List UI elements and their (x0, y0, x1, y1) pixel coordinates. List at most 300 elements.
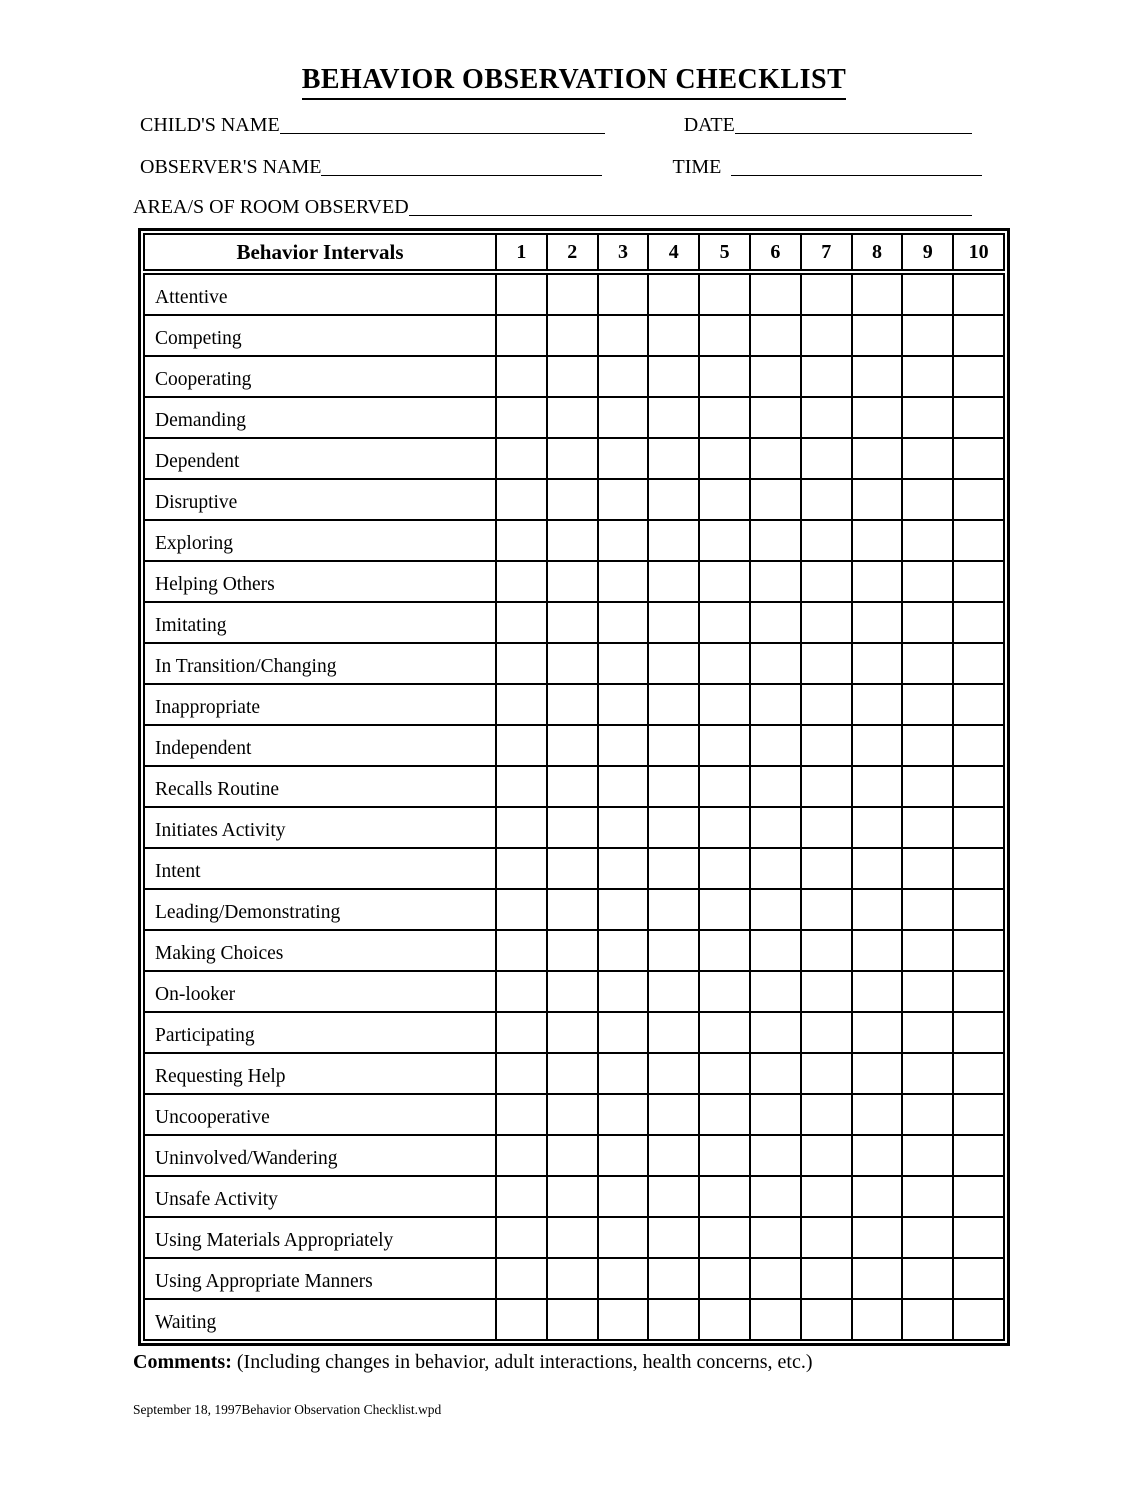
table-row (145, 1134, 1003, 1175)
interval-cell[interactable] (952, 398, 1003, 437)
interval-cell[interactable] (597, 1300, 648, 1339)
interval-cell[interactable] (901, 767, 952, 806)
interval-cell[interactable] (698, 316, 749, 355)
childs-name-label: CHILD'S NAME (140, 114, 280, 136)
interval-cell[interactable] (851, 1136, 902, 1175)
interval-cell[interactable] (901, 808, 952, 847)
date-line[interactable] (735, 115, 972, 134)
interval-cell[interactable] (800, 1136, 851, 1175)
interval-column-header: 8 (851, 235, 902, 269)
interval-cell[interactable] (546, 808, 597, 847)
interval-cell[interactable] (749, 644, 800, 683)
interval-cell[interactable] (800, 1177, 851, 1216)
interval-cell[interactable] (749, 1013, 800, 1052)
interval-cell[interactable] (749, 562, 800, 601)
interval-cell[interactable] (546, 316, 597, 355)
interval-cell[interactable] (495, 808, 546, 847)
row-label: Attentive (155, 287, 228, 308)
row-label: Imitating (155, 615, 227, 636)
row-label: Independent (155, 738, 252, 759)
interval-cell[interactable] (851, 521, 902, 560)
interval-cell[interactable] (647, 644, 698, 683)
interval-cell[interactable] (952, 931, 1003, 970)
interval-cell[interactable] (546, 275, 597, 314)
interval-cell[interactable] (495, 480, 546, 519)
interval-cell[interactable] (901, 1013, 952, 1052)
interval-cell[interactable] (495, 439, 546, 478)
interval-cell[interactable] (800, 890, 851, 929)
interval-cell[interactable] (546, 521, 597, 560)
interval-cell[interactable] (698, 603, 749, 642)
interval-cell[interactable] (952, 972, 1003, 1011)
interval-cell[interactable] (647, 521, 698, 560)
interval-cell[interactable] (952, 808, 1003, 847)
interval-cell[interactable] (698, 439, 749, 478)
interval-cell[interactable] (749, 1136, 800, 1175)
interval-cell[interactable] (647, 398, 698, 437)
interval-cell[interactable] (597, 685, 648, 724)
interval-cell[interactable] (647, 439, 698, 478)
interval-cell[interactable] (749, 521, 800, 560)
interval-cell[interactable] (800, 1013, 851, 1052)
interval-cell[interactable] (698, 1177, 749, 1216)
interval-cell[interactable] (495, 1054, 546, 1093)
interval-cell[interactable] (901, 1136, 952, 1175)
interval-cell[interactable] (851, 1013, 902, 1052)
time-label: TIME (672, 156, 722, 178)
interval-cell[interactable] (546, 603, 597, 642)
interval-cell[interactable] (851, 890, 902, 929)
interval-cell[interactable] (952, 1300, 1003, 1339)
interval-cell[interactable] (952, 685, 1003, 724)
interval-cell[interactable] (495, 1300, 546, 1339)
interval-cell[interactable] (749, 726, 800, 765)
interval-cell[interactable] (597, 849, 648, 888)
interval-cell[interactable] (597, 808, 648, 847)
interval-cell[interactable] (952, 1054, 1003, 1093)
interval-cell[interactable] (546, 890, 597, 929)
row-label: Using Appropriate Manners (155, 1271, 373, 1292)
area-observed-label: AREA/S OF ROOM OBSERVED (133, 196, 409, 218)
interval-cell[interactable] (597, 275, 648, 314)
interval-cell[interactable] (647, 685, 698, 724)
interval-cell[interactable] (749, 972, 800, 1011)
interval-cell[interactable] (647, 808, 698, 847)
interval-cell[interactable] (495, 1095, 546, 1134)
page-title: BEHAVIOR OBSERVATION CHECKLIST (302, 64, 847, 100)
interval-cell[interactable] (952, 1218, 1003, 1257)
interval-cell[interactable] (647, 890, 698, 929)
interval-cell[interactable] (495, 562, 546, 601)
interval-cell[interactable] (597, 1259, 648, 1298)
interval-cell[interactable] (901, 1218, 952, 1257)
interval-cell[interactable] (698, 685, 749, 724)
interval-cell[interactable] (800, 521, 851, 560)
interval-cell[interactable] (749, 1177, 800, 1216)
interval-cell[interactable] (546, 1259, 597, 1298)
interval-cell[interactable] (647, 1259, 698, 1298)
interval-cell[interactable] (597, 398, 648, 437)
interval-cell[interactable] (749, 275, 800, 314)
interval-cell[interactable] (749, 890, 800, 929)
interval-cell[interactable] (749, 357, 800, 396)
interval-cell[interactable] (800, 808, 851, 847)
interval-cell[interactable] (952, 1013, 1003, 1052)
interval-cell[interactable] (851, 972, 902, 1011)
interval-cell[interactable] (495, 890, 546, 929)
interval-cell[interactable] (749, 480, 800, 519)
interval-cell[interactable] (901, 849, 952, 888)
interval-cell[interactable] (647, 1177, 698, 1216)
interval-cell[interactable] (952, 357, 1003, 396)
interval-cell[interactable] (698, 1054, 749, 1093)
interval-cell[interactable] (901, 275, 952, 314)
interval-cell[interactable] (800, 603, 851, 642)
interval-cell[interactable] (546, 439, 597, 478)
interval-cell[interactable] (495, 767, 546, 806)
interval-cell[interactable] (749, 1054, 800, 1093)
interval-cell[interactable] (597, 931, 648, 970)
interval-cell[interactable] (495, 931, 546, 970)
interval-column-header: 7 (800, 235, 851, 269)
interval-cell[interactable] (851, 767, 902, 806)
observers-name-label: OBSERVER'S NAME (140, 156, 322, 178)
interval-cell[interactable] (851, 562, 902, 601)
interval-cell[interactable] (546, 1136, 597, 1175)
interval-cell[interactable] (698, 808, 749, 847)
interval-cell[interactable] (546, 1218, 597, 1257)
interval-cell[interactable] (901, 439, 952, 478)
interval-cell[interactable] (597, 1218, 648, 1257)
table-row (145, 683, 1003, 724)
interval-cell[interactable] (597, 726, 648, 765)
row-label: Cooperating (155, 369, 252, 390)
interval-cell[interactable] (952, 562, 1003, 601)
interval-cell[interactable] (800, 1259, 851, 1298)
area-observed-line[interactable] (409, 197, 972, 216)
interval-cell[interactable] (546, 480, 597, 519)
interval-cell[interactable] (546, 767, 597, 806)
interval-cell[interactable] (901, 726, 952, 765)
interval-cell[interactable] (597, 1013, 648, 1052)
interval-cell[interactable] (749, 849, 800, 888)
interval-cell[interactable] (851, 1300, 902, 1339)
interval-cell[interactable] (851, 1095, 902, 1134)
interval-cell[interactable] (495, 1013, 546, 1052)
interval-cell[interactable] (901, 890, 952, 929)
interval-cell[interactable] (698, 972, 749, 1011)
interval-cell[interactable] (647, 849, 698, 888)
interval-cell[interactable] (749, 1300, 800, 1339)
interval-cell[interactable] (952, 480, 1003, 519)
interval-cell[interactable] (851, 275, 902, 314)
interval-cell[interactable] (546, 849, 597, 888)
interval-cell[interactable] (901, 1177, 952, 1216)
interval-cell[interactable] (546, 1054, 597, 1093)
interval-cell[interactable] (749, 439, 800, 478)
interval-cell[interactable] (800, 562, 851, 601)
interval-cell[interactable] (851, 1218, 902, 1257)
interval-cell[interactable] (546, 1095, 597, 1134)
interval-cell[interactable] (800, 931, 851, 970)
interval-cell[interactable] (952, 439, 1003, 478)
interval-cell[interactable] (901, 480, 952, 519)
interval-cell[interactable] (851, 480, 902, 519)
interval-cell[interactable] (901, 644, 952, 683)
interval-cell[interactable] (647, 972, 698, 1011)
interval-cell[interactable] (647, 1054, 698, 1093)
interval-cell[interactable] (901, 603, 952, 642)
interval-cell[interactable] (597, 767, 648, 806)
interval-cell[interactable] (800, 849, 851, 888)
interval-cell[interactable] (597, 521, 648, 560)
interval-cell[interactable] (749, 316, 800, 355)
interval-cell[interactable] (851, 316, 902, 355)
row-label: Unsafe Activity (155, 1189, 278, 1210)
interval-cell[interactable] (800, 1218, 851, 1257)
interval-cell[interactable] (851, 808, 902, 847)
comments-note: (Including changes in behavior, adult interactions, health concerns, etc.) (236, 1351, 813, 1373)
interval-cell[interactable] (546, 644, 597, 683)
interval-cell[interactable] (495, 726, 546, 765)
interval-cell[interactable] (851, 931, 902, 970)
interval-cell[interactable] (901, 398, 952, 437)
table-row (145, 1298, 1003, 1339)
interval-cell[interactable] (749, 931, 800, 970)
interval-cell[interactable] (698, 767, 749, 806)
interval-cell[interactable] (749, 1218, 800, 1257)
row-label: Using Materials Appropriately (155, 1230, 394, 1251)
interval-cell[interactable] (800, 398, 851, 437)
interval-cell[interactable] (647, 275, 698, 314)
interval-cell[interactable] (800, 767, 851, 806)
interval-cell[interactable] (901, 685, 952, 724)
interval-cell[interactable] (495, 1218, 546, 1257)
interval-cell[interactable] (495, 275, 546, 314)
interval-cell[interactable] (800, 480, 851, 519)
interval-cell[interactable] (698, 521, 749, 560)
row-label: Demanding (155, 410, 246, 431)
interval-cell[interactable] (952, 521, 1003, 560)
childs-name-line[interactable] (280, 115, 605, 134)
interval-cell[interactable] (546, 357, 597, 396)
interval-cell[interactable] (546, 398, 597, 437)
interval-cell[interactable] (952, 1095, 1003, 1134)
interval-cell[interactable] (546, 931, 597, 970)
time-line[interactable] (731, 157, 982, 176)
interval-cell[interactable] (647, 357, 698, 396)
interval-cell[interactable] (647, 1136, 698, 1175)
interval-cell[interactable] (749, 767, 800, 806)
interval-cell[interactable] (597, 890, 648, 929)
interval-cell[interactable] (495, 685, 546, 724)
interval-cell[interactable] (597, 316, 648, 355)
interval-cell[interactable] (749, 603, 800, 642)
interval-cell[interactable] (597, 1054, 648, 1093)
interval-cell[interactable] (851, 685, 902, 724)
interval-cell[interactable] (749, 1259, 800, 1298)
interval-cell[interactable] (749, 398, 800, 437)
interval-cell[interactable] (597, 562, 648, 601)
interval-cell[interactable] (698, 849, 749, 888)
interval-cell[interactable] (952, 644, 1003, 683)
interval-cell[interactable] (495, 1259, 546, 1298)
interval-cell[interactable] (851, 603, 902, 642)
interval-cell[interactable] (495, 644, 546, 683)
interval-cell[interactable] (901, 562, 952, 601)
page-title-wrap (0, 64, 1148, 100)
interval-cell[interactable] (647, 603, 698, 642)
interval-cell[interactable] (597, 603, 648, 642)
interval-cell[interactable] (851, 439, 902, 478)
interval-column-header: 6 (749, 235, 800, 269)
interval-cell[interactable] (952, 316, 1003, 355)
date-label: DATE (683, 114, 735, 136)
interval-cell[interactable] (901, 931, 952, 970)
interval-cell[interactable] (800, 644, 851, 683)
interval-cell[interactable] (800, 1300, 851, 1339)
interval-cell[interactable] (495, 316, 546, 355)
interval-cell[interactable] (698, 1259, 749, 1298)
interval-cell[interactable] (851, 849, 902, 888)
interval-cell[interactable] (800, 357, 851, 396)
interval-cell[interactable] (800, 1095, 851, 1134)
interval-cell[interactable] (698, 1300, 749, 1339)
interval-cell[interactable] (546, 685, 597, 724)
interval-cell[interactable] (546, 726, 597, 765)
interval-cell[interactable] (698, 275, 749, 314)
footer-note: September 18, 1997Behavior Observation Checklist.wpd (133, 1402, 442, 1417)
interval-cell[interactable] (546, 1177, 597, 1216)
interval-cell[interactable] (698, 1136, 749, 1175)
interval-cell[interactable] (647, 767, 698, 806)
interval-cell[interactable] (495, 1177, 546, 1216)
interval-cell[interactable] (546, 972, 597, 1011)
interval-cell[interactable] (851, 357, 902, 396)
interval-column-header: 10 (952, 235, 1003, 269)
interval-cell[interactable] (851, 726, 902, 765)
interval-cell[interactable] (546, 1300, 597, 1339)
interval-cell[interactable] (597, 644, 648, 683)
interval-cell[interactable] (749, 808, 800, 847)
interval-cell[interactable] (597, 357, 648, 396)
interval-cell[interactable] (647, 562, 698, 601)
interval-cell[interactable] (800, 316, 851, 355)
interval-cell[interactable] (546, 562, 597, 601)
interval-cell[interactable] (647, 316, 698, 355)
table-row (145, 437, 1003, 478)
interval-cell[interactable] (901, 1259, 952, 1298)
interval-cell[interactable] (698, 357, 749, 396)
interval-cell[interactable] (698, 1095, 749, 1134)
interval-cell[interactable] (800, 275, 851, 314)
interval-cell[interactable] (800, 972, 851, 1011)
interval-cell[interactable] (851, 1259, 902, 1298)
row-label: Initiates Activity (155, 820, 286, 841)
interval-cell[interactable] (952, 726, 1003, 765)
interval-cell[interactable] (698, 890, 749, 929)
interval-cell[interactable] (901, 521, 952, 560)
interval-cell[interactable] (495, 398, 546, 437)
interval-cell[interactable] (901, 972, 952, 1011)
interval-cell[interactable] (952, 275, 1003, 314)
interval-cell[interactable] (952, 767, 1003, 806)
interval-cell[interactable] (647, 1013, 698, 1052)
interval-cell[interactable] (952, 1259, 1003, 1298)
table-row (145, 355, 1003, 396)
interval-cell[interactable] (647, 480, 698, 519)
row-label: Leading/Demonstrating (155, 902, 341, 923)
table-row (145, 642, 1003, 683)
interval-cell[interactable] (495, 603, 546, 642)
interval-cell[interactable] (698, 726, 749, 765)
interval-cell[interactable] (800, 726, 851, 765)
interval-cell[interactable] (698, 644, 749, 683)
interval-cell[interactable] (952, 1136, 1003, 1175)
row-label: Disruptive (155, 492, 238, 513)
observers-name-line[interactable] (321, 157, 602, 176)
interval-cell[interactable] (647, 726, 698, 765)
interval-cell[interactable] (698, 1218, 749, 1257)
row-label: Waiting (155, 1312, 217, 1333)
interval-cell[interactable] (495, 521, 546, 560)
interval-cell[interactable] (952, 603, 1003, 642)
interval-cell[interactable] (749, 1095, 800, 1134)
interval-cell[interactable] (800, 1054, 851, 1093)
interval-cell[interactable] (647, 931, 698, 970)
interval-cell[interactable] (952, 890, 1003, 929)
interval-cell[interactable] (495, 972, 546, 1011)
interval-cell[interactable] (597, 1177, 648, 1216)
row-label: Dependent (155, 451, 240, 472)
interval-cell[interactable] (749, 685, 800, 724)
interval-cell[interactable] (952, 1177, 1003, 1216)
interval-cell[interactable] (698, 562, 749, 601)
interval-cell[interactable] (901, 1095, 952, 1134)
interval-cell[interactable] (851, 1177, 902, 1216)
interval-cell[interactable] (851, 1054, 902, 1093)
table-row (145, 519, 1003, 560)
interval-cell[interactable] (800, 685, 851, 724)
interval-cell[interactable] (901, 1300, 952, 1339)
interval-cell[interactable] (597, 480, 648, 519)
interval-cell[interactable] (698, 398, 749, 437)
interval-cell[interactable] (647, 1218, 698, 1257)
interval-cell[interactable] (851, 398, 902, 437)
interval-cell[interactable] (698, 1013, 749, 1052)
interval-cell[interactable] (800, 439, 851, 478)
interval-cell[interactable] (495, 357, 546, 396)
interval-cell[interactable] (698, 480, 749, 519)
interval-cell[interactable] (647, 1300, 698, 1339)
interval-cell[interactable] (495, 1136, 546, 1175)
interval-cell[interactable] (597, 1095, 648, 1134)
interval-cell[interactable] (901, 316, 952, 355)
interval-cell[interactable] (851, 644, 902, 683)
interval-cell[interactable] (546, 1013, 597, 1052)
interval-cell[interactable] (952, 849, 1003, 888)
interval-cell[interactable] (597, 972, 648, 1011)
interval-cell[interactable] (698, 931, 749, 970)
row-label: On-looker (155, 984, 236, 1005)
interval-cell[interactable] (597, 439, 648, 478)
interval-cell[interactable] (597, 1136, 648, 1175)
interval-cell[interactable] (495, 849, 546, 888)
interval-cell[interactable] (901, 357, 952, 396)
table-row (145, 1093, 1003, 1134)
interval-cell[interactable] (647, 1095, 698, 1134)
interval-cell[interactable] (901, 1054, 952, 1093)
